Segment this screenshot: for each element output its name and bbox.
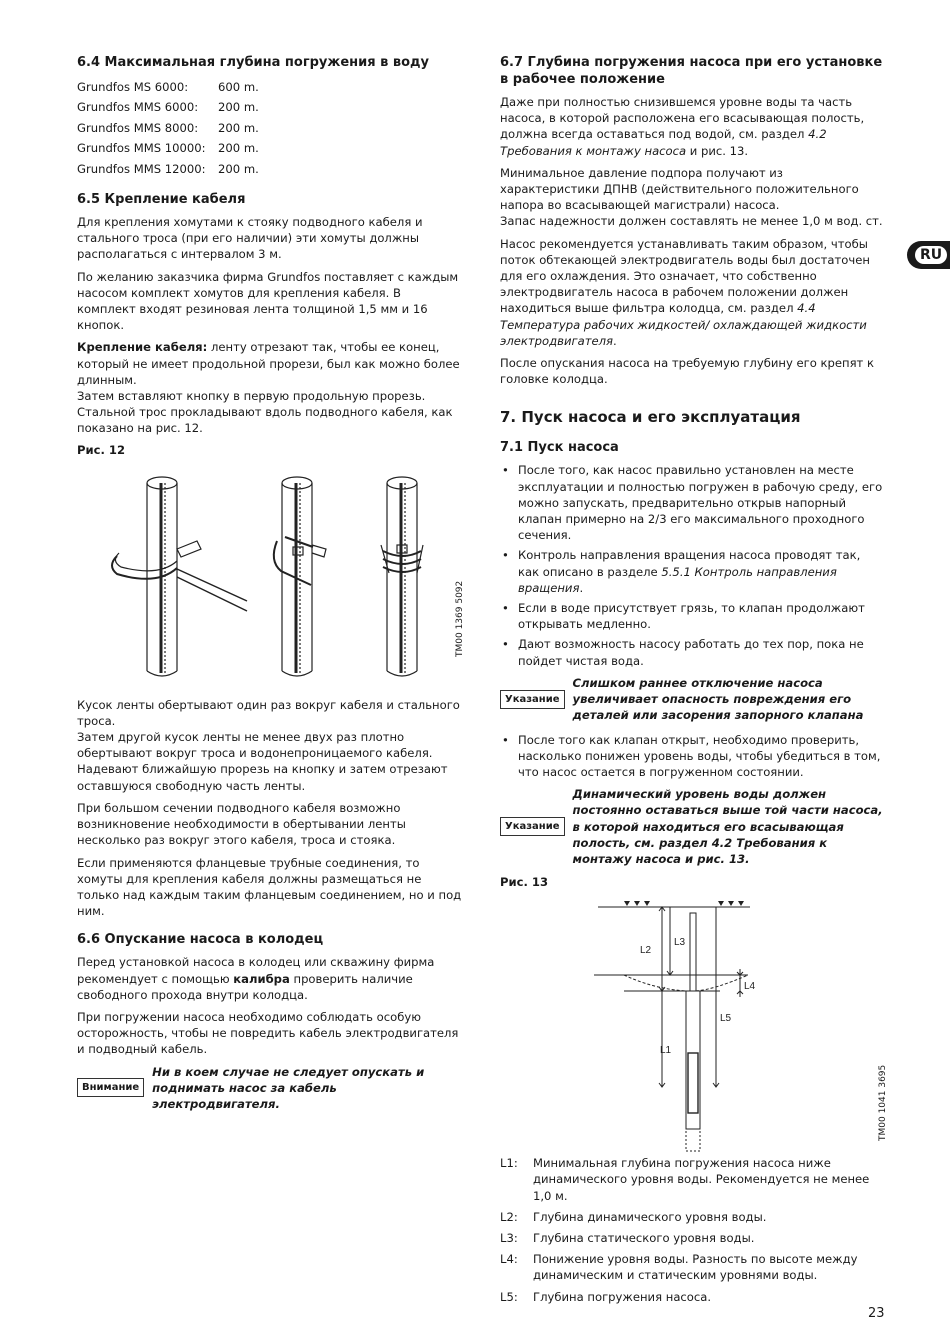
pump-depth: 600 m.: [218, 80, 259, 94]
pump-depth: 200 m.: [218, 141, 259, 156]
pump-model: Grundfos MMS 10000:: [77, 141, 206, 156]
section-reference: 5.5.1 Контроль направления вращения: [518, 564, 837, 595]
figure-12: [77, 461, 465, 689]
paragraph-text: Перед установкой насоса в колодец или скважину фирма рекомендует с помощью: [77, 955, 435, 986]
depth-table: [77, 77, 462, 179]
note-text: Слишком раннее отключение насоса увеличивает опасность повреждения его деталей или засорения запорного клапана: [572, 675, 864, 723]
legend-text: Глубина динамического уровня воды.: [533, 1209, 767, 1224]
pipe-1: [112, 477, 247, 676]
list-item: • После того, как насос правильно установлен на месте эксплуатации и полностью погружен в рабочую среду, его можно запускать, предварительно открыв напорный клапан примерно на 2/3 его максимального проходного сечения.: [500, 462, 885, 543]
paragraph-text: проверить наличие свободного прохода внутри колодца.: [77, 971, 413, 1002]
left-column: [77, 54, 465, 1120]
label-l5: L5: [720, 1013, 732, 1025]
language-badge: [907, 241, 950, 269]
warning-note: [77, 1064, 462, 1113]
paragraph-text: .: [612, 333, 617, 348]
paragraph-text: и рис. 13.: [686, 143, 749, 158]
startup-list: [500, 462, 885, 668]
bold-term: калибра: [233, 971, 290, 986]
figure-12-code: TM00 1369 5092: [455, 580, 465, 657]
figure-13-code: TM00 1041 3695: [878, 1064, 888, 1142]
label-l3: L3: [674, 937, 686, 949]
legend-key: L1:: [500, 1156, 518, 1171]
legend-key: L5:: [500, 1289, 518, 1304]
figure-13: [500, 893, 888, 1155]
legend-item: [500, 1209, 885, 1225]
list-item: [500, 547, 885, 596]
paragraph: [77, 339, 462, 388]
depth-row: [77, 138, 462, 158]
legend-key: L3:: [500, 1230, 518, 1245]
legend-key: L2:: [500, 1209, 518, 1224]
legend-text: Минимальная глубина погружения насоса ниже динамического уровня воды. Рекомендуется не менее 1,0 м.: [533, 1156, 870, 1203]
paragraph: Для крепления хомутами к стояку подводного кабеля и стального троса (при его наличии) эти хомуты должны располагаться с интервалом 3 м.: [77, 215, 423, 262]
list-item: • После того как клапан открыт, необходимо проверить, насколько понижен уровень воды, чтобы убедиться в том, что насос остается в погруженном состоянии.: [500, 732, 885, 781]
right-column: [500, 54, 888, 1310]
paragraph: После опускания насоса на требуемую глубину его крепят к головке колодца.: [500, 356, 875, 387]
pump-model: Grundfos MMS 6000:: [77, 100, 199, 115]
legend-key: L4:: [500, 1252, 518, 1267]
pipe-3: [381, 477, 423, 676]
pump-model: Grundfos MMS 8000:: [77, 120, 199, 135]
paragraph: Минимальное давление подпора получают из характеристики ДПНВ (действительного положительного напора во всасывающей магистрали) насоса.: [500, 165, 859, 213]
pump-depth: 200 m.: [218, 120, 259, 135]
figure-13-caption: Рис. 13: [500, 875, 549, 890]
depth-row: [77, 159, 462, 179]
note-tag: Указание: [500, 817, 565, 836]
paragraph: Надевают ближайшую прорезь на кнопку и затем отрезают оставшуюся свободную часть ленты.: [77, 762, 448, 793]
caution-note-2: [500, 786, 885, 867]
depth-row: [77, 77, 462, 97]
label-l4: L4: [744, 981, 756, 993]
list-item: • Дают возможность насосу работать до тех пор, пока не пойдет чистая вода.: [500, 636, 885, 668]
section-6-5-title: 6.5 Крепление кабеля: [77, 192, 246, 208]
pump-depth: 200 m.: [218, 161, 259, 176]
section-6-4-title: 6.4 Максимальная глубина погружения в воду: [77, 55, 430, 70]
paragraph: При погружении насоса необходимо соблюдать особую осторожность, чтобы не повредить кабель электродвигателя и подводный кабель.: [77, 1009, 459, 1057]
legend-text: Понижение уровня воды. Разность по высоте между динамическим и статическим уровнями воды.: [533, 1252, 858, 1283]
legend-item: [500, 1155, 885, 1204]
paragraph: [77, 954, 462, 1003]
figure-13-legend: [500, 1155, 885, 1305]
list-item: • Если в воде присутствует грязь, то клапан продолжают открывать медленно.: [500, 600, 885, 632]
paragraph: Затем другой кусок ленты не менее двух раз плотно обертывают вокруг троса и водонепроницаемого кабеля.: [77, 730, 433, 761]
page-number: 23: [868, 1306, 885, 1321]
legend-item: [500, 1251, 885, 1283]
paragraph: Стальной трос прокладывают вдоль подводного кабеля, как показано на рис. 12.: [77, 405, 453, 436]
note-text: Динамический уровень воды должен постоянно оставаться выше той части насоса, в которой находиться его всасывающая полость, см. раздел 4.2 Требования к монтажу насоса и рис. 13.: [572, 787, 883, 866]
pump-model: Grundfos MS 6000:: [77, 80, 189, 94]
bold-lead: Крепление кабеля:: [77, 340, 208, 355]
warning-text: Ни в коем случае не следует опускать и поднимать насос за кабель электродвигателя.: [152, 1064, 425, 1111]
warning-tag: Внимание: [77, 1078, 144, 1097]
paragraph: При большом сечении подводного кабеля возможно возникновение необходимости в обертывании ленты несколько раз вокруг этого кабеля, троса и стояка.: [77, 800, 406, 848]
paragraph: [500, 236, 885, 349]
paragraph-text: Контроль направления вращения насоса проводят так, как описано в разделе: [518, 548, 861, 579]
startup-list-cont: [500, 732, 885, 781]
cable-clamp-illustration: [77, 461, 462, 689]
section-7-1-title: 7.1 Пуск насоса: [500, 440, 619, 456]
figure-12-caption: Рис. 12: [77, 442, 126, 457]
legend-text: Глубина статического уровня воды.: [533, 1230, 755, 1245]
caution-note-1: [500, 675, 885, 724]
section-6-6-title: 6.6 Опускание насоса в колодец: [77, 932, 324, 948]
paragraph: Затем вставляют кнопку в первую продольную прорезь.: [77, 389, 426, 404]
paragraph-text: .: [579, 580, 584, 595]
note-tag: Указание: [500, 690, 565, 709]
paragraph-text: ленту отрезают так, чтобы ее конец, который не имеет продольной прорези, был как можно более длинным.: [77, 340, 460, 387]
legend-item: [500, 1230, 885, 1246]
paragraph: [500, 94, 885, 159]
pump-depth: 200 m.: [218, 100, 259, 115]
pipe-2: [274, 477, 326, 676]
label-l2: L2: [640, 945, 652, 957]
section-7-title: 7. Пуск насоса и его эксплуатация: [500, 408, 801, 427]
paragraph-text: Насос рекомендуется устанавливать таким образом, чтобы поток обтекающей электродвигатель воды был достаточен для его охлаждения. Это означает, что собственно электродвигатель насоса в рабочем положении должен находиться выше фильтра колодца, см. раздел: [500, 236, 870, 316]
language-badge-label: RU: [915, 246, 947, 264]
section-6-7-title: 6.7 Глубина погружения насоса при его установке в рабочее положение: [500, 55, 883, 87]
depth-row: [77, 118, 462, 138]
pump-model: Grundfos MMS 12000:: [77, 161, 206, 176]
ground-markers: [624, 901, 744, 906]
section-reference: 4.2 Требования к монтажу насоса: [500, 127, 827, 158]
paragraph: Кусок ленты обертывают один раз вокруг кабеля и стального троса.: [77, 697, 460, 728]
well-depth-diagram: [500, 893, 885, 1155]
paragraph-text: Даже при полностью снизившемся уровне воды та часть насоса, в которой расположена его всасывающая полость, должна всегда оставаться под водой, см. раздел: [500, 95, 865, 142]
depth-row: [77, 97, 462, 117]
paragraph: По желанию заказчика фирма Grundfos поставляет с каждым насосом комплект хомутов для крепления кабеля. В комплект входят резиновая лента толщиной 1,5 мм и 16 кнопок.: [77, 269, 459, 333]
section-reference: 4.4 Температура рабочих жидкостей/ охлаждающей жидкости электродвигателя: [500, 301, 867, 348]
label-l1: L1: [660, 1045, 672, 1057]
paragraph: Если применяются фланцевые трубные соединения, то хомуты для крепления кабеля должны размещаться не только над каждым таким фланцевым соединением, но и под ним.: [77, 855, 462, 919]
paragraph: Запас надежности должен составлять не менее 1,0 м вод. ст.: [500, 214, 883, 229]
legend-item: [500, 1289, 885, 1305]
legend-text: Глубина погружения насоса.: [533, 1289, 712, 1304]
